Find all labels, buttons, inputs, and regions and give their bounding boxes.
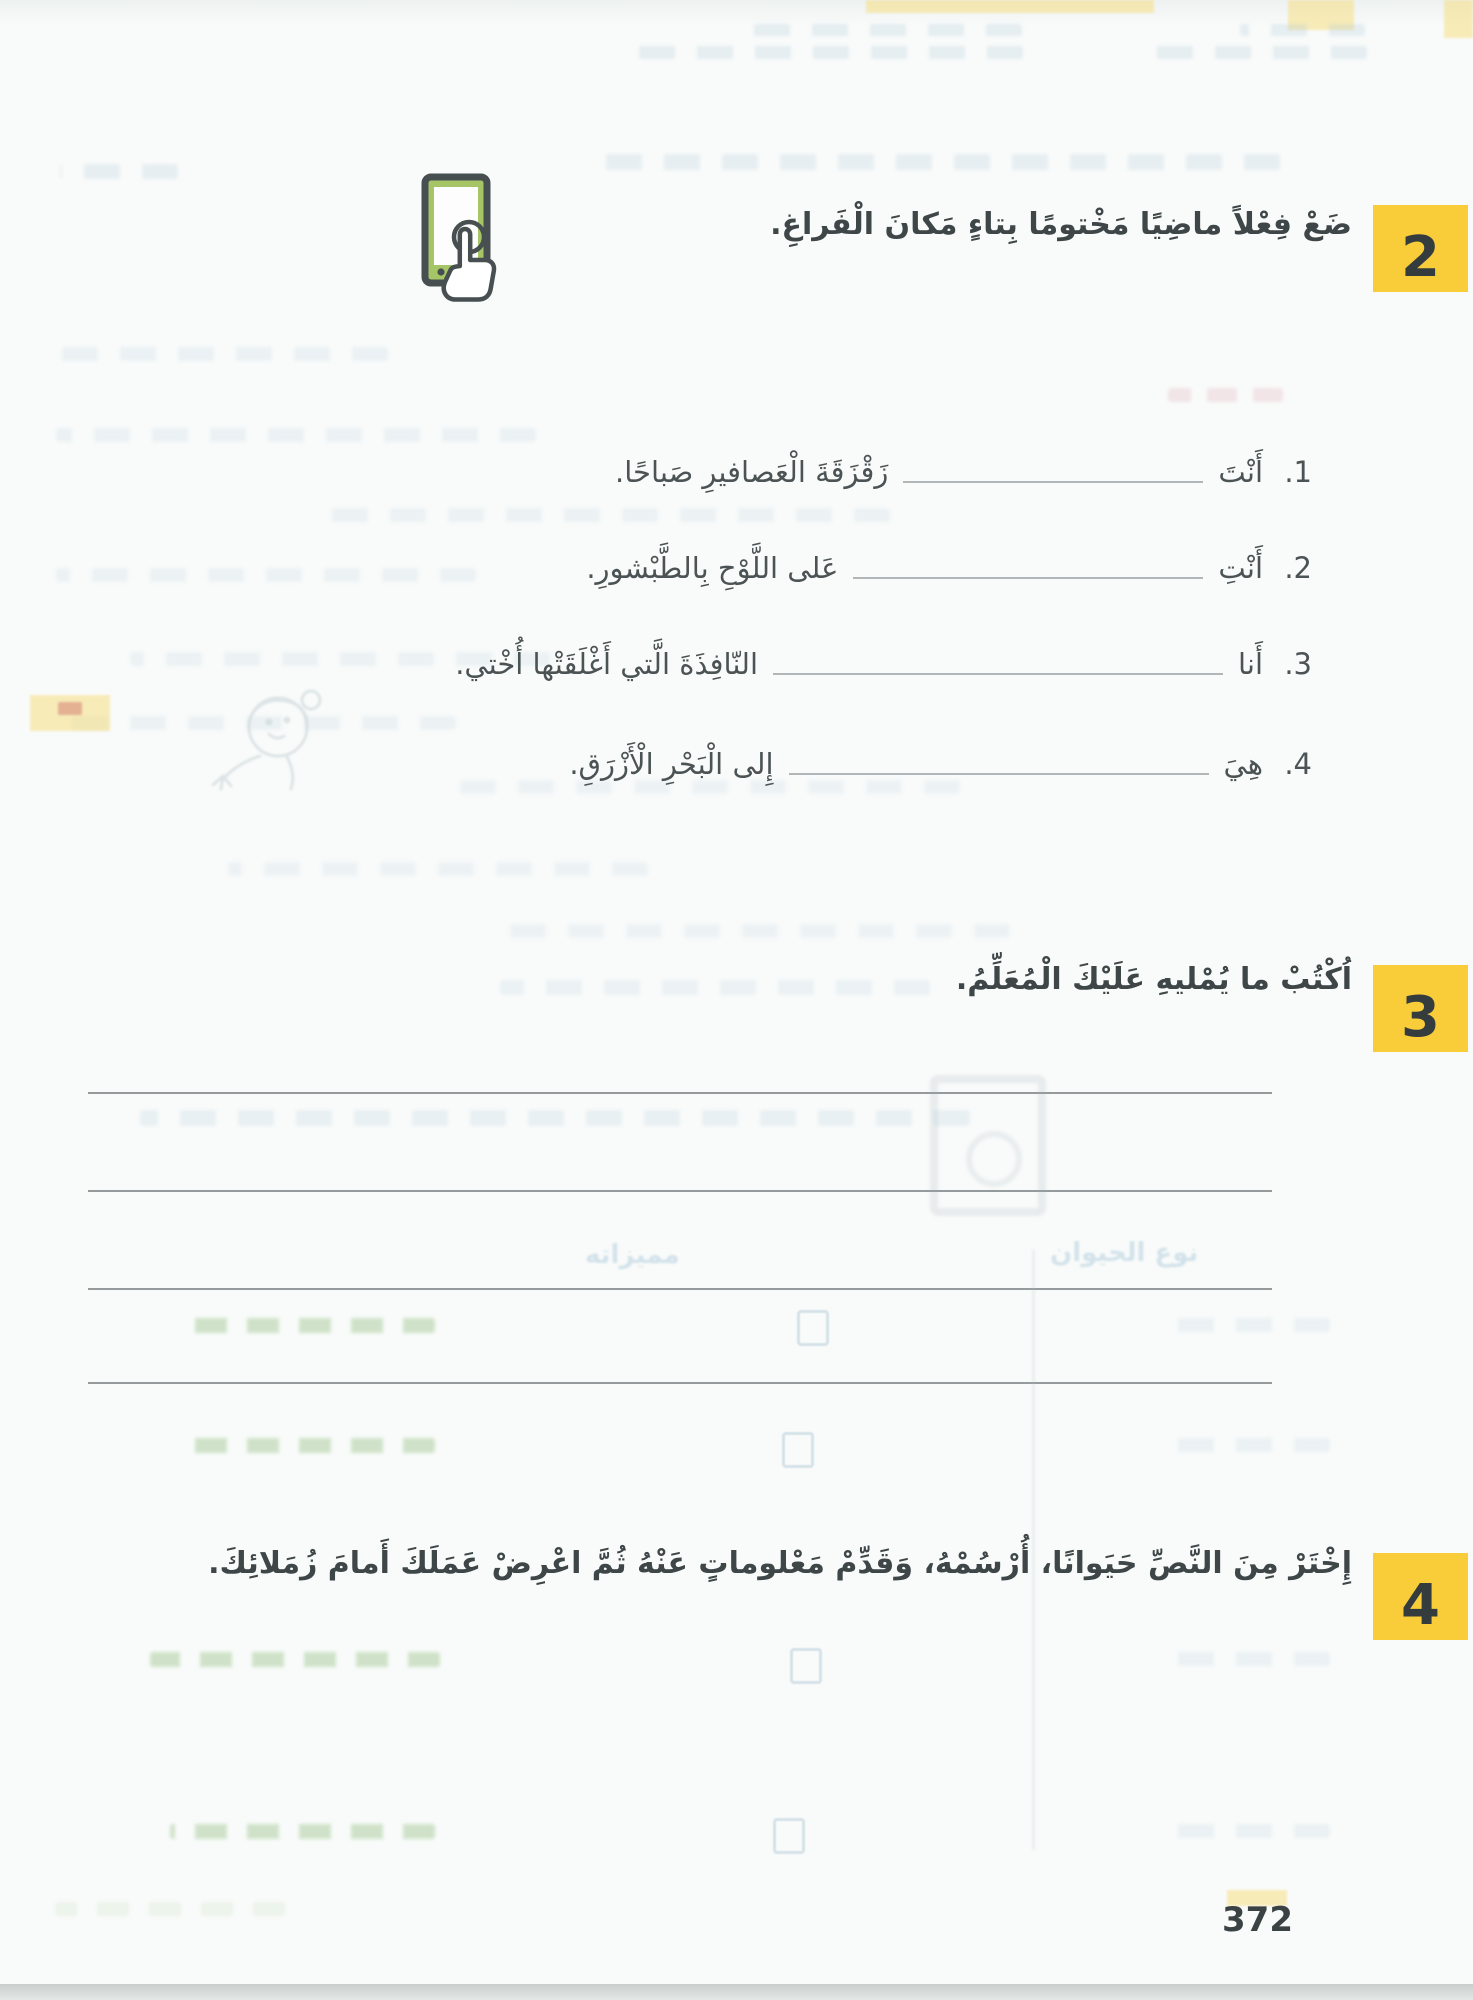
girl-sketch-ghost (190, 672, 340, 812)
bleed-through-ghost (1444, 0, 1473, 38)
answer-blank (789, 773, 1209, 775)
ghost-tablet-icon (930, 1075, 1046, 1216)
exercise-4-badge (1373, 1553, 1468, 1640)
ghost-checkbox (773, 1818, 805, 1854)
bleed-through-ghost (1160, 1824, 1330, 1838)
fill-blank-item-3 (455, 647, 1312, 681)
fill-blank-item-4 (569, 747, 1312, 781)
bleed-through-ghost (60, 164, 178, 179)
item-text: النّافِذَةَ الَّتي أَغْلَقَتْها أُخْتي. (455, 647, 759, 681)
item-pronoun: أَنْتِ (1218, 551, 1263, 585)
bleed-through-ghost (330, 508, 890, 522)
bleed-through-ghost (56, 428, 536, 442)
exercise-4-instruction: إِخْتَرْ مِنَ النَّصِّ حَيَوانًا، أُرْسُمْهُ، وَقَدِّمْ مَعْلوماتٍ عَنْهُ ثُمَّ اعْرِضْ عَمَلَكَ أَمامَ زُمَلائِكَ. (208, 1546, 1352, 1581)
answer-blank (903, 481, 1203, 483)
answer-blank (853, 577, 1203, 579)
bleed-through-ghost (180, 1438, 435, 1453)
item-text: زَقْزَقَةَ الْعَصافيرِ صَباحًا. (615, 455, 889, 489)
bleed-through-ghost (55, 1902, 285, 1916)
bleed-through-ghost (490, 924, 1010, 938)
bleed-through-ghost (58, 702, 82, 715)
exercise-2-badge (1373, 205, 1468, 292)
item-number: 2. (1284, 551, 1312, 585)
bleed-through-ghost (140, 1110, 970, 1126)
writing-line (88, 1092, 1272, 1094)
bleed-through-ghost (1160, 1652, 1330, 1666)
bleed-through-ghost (58, 347, 388, 361)
writing-line (88, 1190, 1272, 1192)
bleed-through-ghost (590, 154, 1280, 170)
bleed-through-ghost (618, 46, 1023, 59)
bleed-through-ghost (170, 1824, 435, 1839)
item-number: 1. (1284, 455, 1312, 489)
tablet-touch-icon-svg (410, 170, 510, 325)
item-number: 3. (1284, 647, 1312, 681)
bleed-through-ghost (56, 568, 476, 582)
exercise-3-badge (1373, 965, 1468, 1052)
scan-bottom-edge (0, 1984, 1473, 2000)
exercise-3-badge-number: 3 (1401, 985, 1440, 1050)
item-text: عَلى اللَّوْحِ بِالطَّبْشورِ. (586, 551, 839, 585)
bleed-through-ghost (440, 780, 960, 794)
bleed-through-ghost (866, 0, 1154, 13)
item-pronoun: أَنْتَ (1218, 455, 1263, 489)
exercise-4-badge-number: 4 (1401, 1573, 1440, 1638)
ghost-checkbox (790, 1648, 822, 1684)
fill-blank-item-2 (586, 551, 1312, 585)
tablet-touch-icon (410, 170, 510, 325)
item-pronoun: هِيَ (1223, 747, 1263, 781)
item-number: 4. (1284, 747, 1312, 781)
bleed-through-ghost (150, 1652, 440, 1667)
item-pronoun: أَنا (1238, 647, 1263, 681)
bleed-through-ghost (1168, 388, 1283, 402)
page-number: 372 (1222, 1900, 1293, 1940)
exercise-2-instruction: ضَعْ فِعْلاً ماضِيًا مَخْتومًا بِتاءٍ مَكانَ الْفَراغِ. (770, 207, 1352, 242)
ghost-table-header: نوع الحيوان (1050, 1238, 1199, 1268)
ghost-checkbox (797, 1310, 829, 1346)
bleed-through-ghost (180, 1318, 435, 1333)
ghost-checkbox (782, 1432, 814, 1468)
bleed-through-ghost (228, 862, 648, 876)
exercise-3-instruction: اُكْتُبْ ما يُمْليهِ عَلَيْكَ الْمُعَلِّمُ. (955, 962, 1352, 997)
scan-top-edge (0, 0, 1473, 26)
answer-blank (773, 673, 1223, 675)
bleed-through-ghost (1160, 1318, 1330, 1332)
bleed-through-ghost (500, 980, 930, 995)
ghost-table-header: مميزاته (585, 1240, 680, 1270)
bleed-through-ghost (1160, 1438, 1330, 1452)
bleed-through-ghost (1240, 24, 1365, 36)
bleed-through-ghost (742, 24, 1022, 36)
writing-line (88, 1288, 1272, 1290)
bleed-through-ghost (1152, 46, 1367, 59)
exercise-2-badge-number: 2 (1401, 225, 1440, 290)
item-text: إِلى الْبَحْرِ الْأَزْرَقِ. (569, 747, 774, 781)
writing-line (88, 1382, 1272, 1384)
fill-blank-item-1 (615, 455, 1312, 489)
